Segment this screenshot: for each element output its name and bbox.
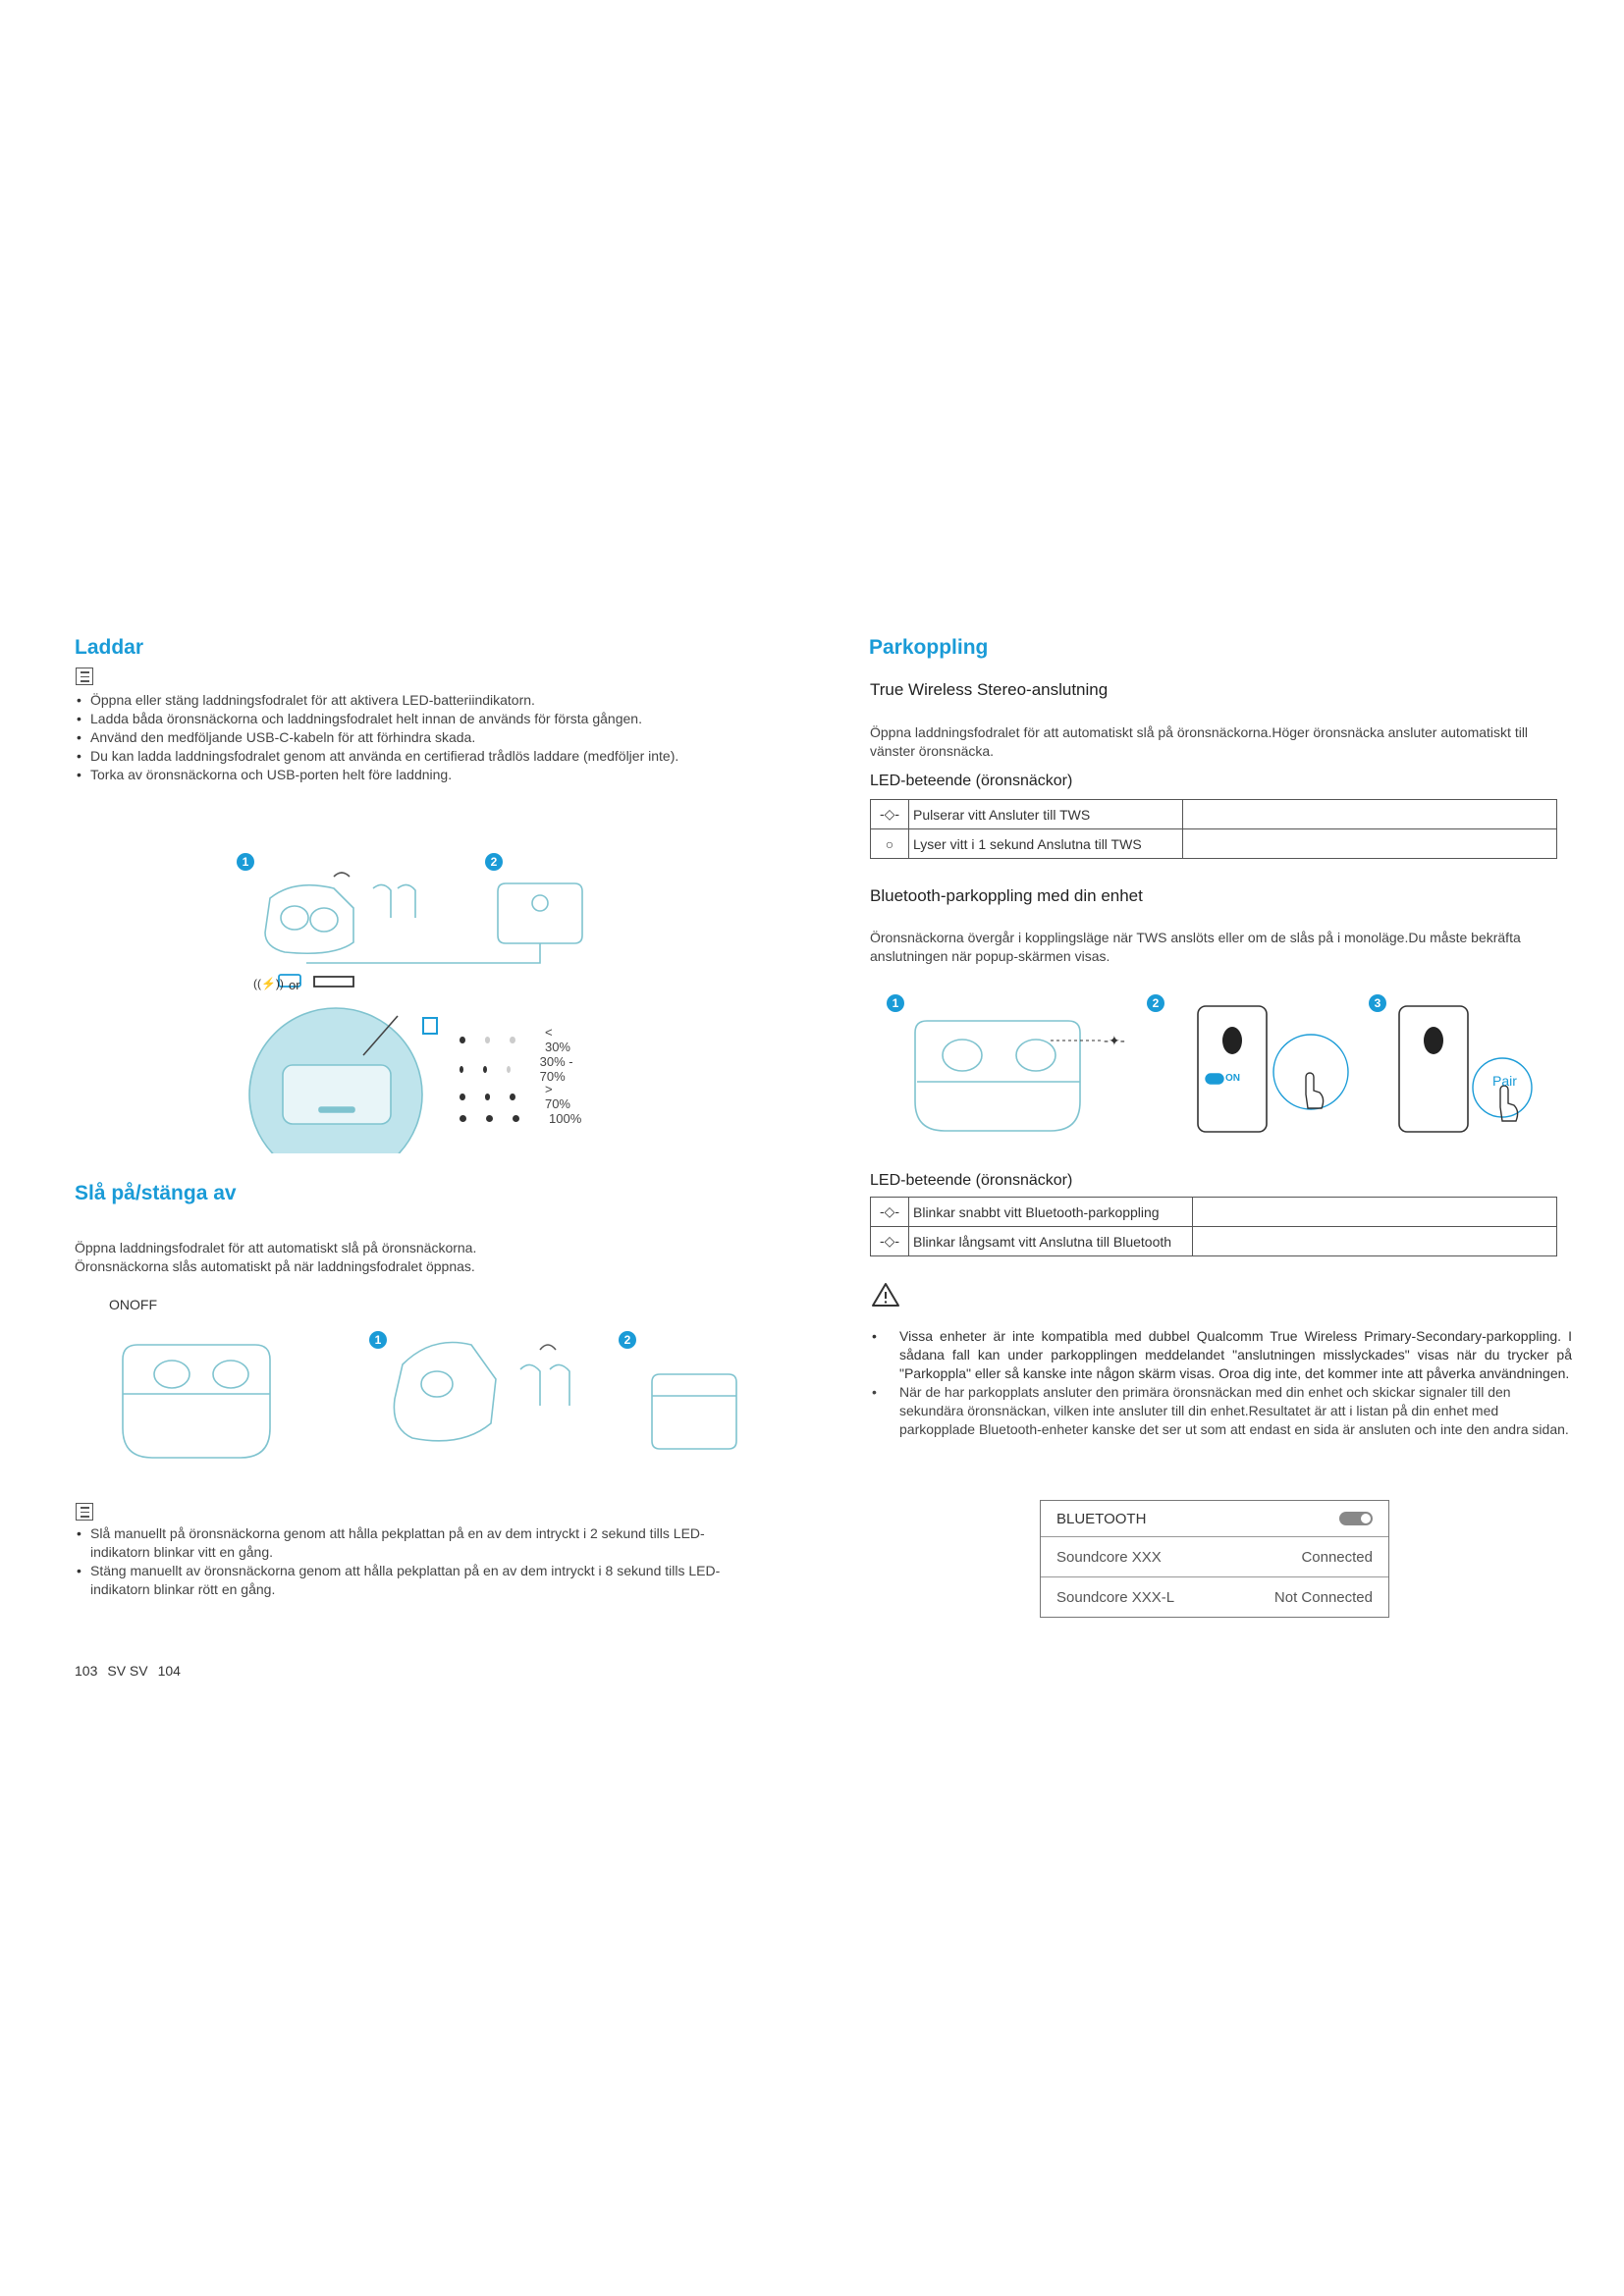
onoff-illustration (118, 1325, 746, 1482)
level-label: < 30% (544, 1025, 570, 1054)
flash-icon: -◇- (871, 1227, 909, 1256)
step-1-badge: 1 (237, 853, 254, 871)
pairing-title: Parkoppling (869, 636, 989, 659)
charging-bullets (75, 691, 742, 784)
pulse-icon: -◇- (871, 800, 909, 829)
power-text-line: Öppna laddningsfodralet för att automatiskt slå på öronsnäckorna. (75, 1240, 477, 1255)
led-table-1 (870, 799, 1557, 859)
level-row (460, 1025, 574, 1054)
table-row (871, 829, 1557, 859)
bt-text: Öronsnäckorna övergår i kopplingsläge när TWS anslöts eller om de slås på i monoläge.Du måste bekräfta anslutningen när popup-skärmen visas. (870, 930, 1521, 964)
list-item: • Du kan ladda laddningsfodralet genom att använda en certifierad trådlös laddare (medföljer inte). (75, 747, 742, 766)
step-2-badge: 2 (619, 1331, 636, 1349)
table-row (871, 1227, 1557, 1256)
table-cell: Lyser vitt i 1 sekund Anslutna till TWS (909, 829, 1183, 859)
table-cell: Blinkar långsamt vitt Anslutna till Bluetooth (909, 1227, 1193, 1256)
bluetooth-header (1041, 1501, 1388, 1536)
bt-title: Bluetooth-parkoppling med din enhet (870, 886, 1143, 905)
step-2-badge: 2 (485, 853, 503, 871)
list-item: • Torka av öronsnäckorna och USB-porten helt före laddning. (75, 766, 742, 784)
led-title-1: LED-beteende (öronsnäckor) (870, 773, 1073, 789)
step-1-badge: 1 (369, 1331, 387, 1349)
warning-bullets (870, 1327, 1572, 1439)
step-2-badge: 2 (1147, 994, 1164, 1012)
step-3-badge: 3 (1369, 994, 1386, 1012)
led-title-2: LED-beteende (öronsnäckor) (870, 1172, 1073, 1189)
table-cell: Pulserar vitt Ansluter till TWS (909, 800, 1183, 829)
level-row (460, 1111, 581, 1126)
power-title: Slå på/stänga av (75, 1182, 237, 1204)
list-item: • Stäng manuellt av öronsnäckorna genom att hålla pekplattan på en av dem intryckt i 8 sekund tills LED-indikatorn blinkar rött en gång. (75, 1562, 762, 1599)
level-row (460, 1054, 574, 1084)
list-item: • Vissa enheter är inte kompatibla med dubbel Qualcomm True Wireless Primary-Secondary-parkoppling. I sådana fall kan under parkopplingen meddelandet "anslutningen misslyckades" visas när du trycker på "Parkoppla" eller så kanske inte någon skärm visas. Oroa dig inte, det kommer inte att påverka användningen. (872, 1328, 1572, 1381)
steady-light-icon: ○ (871, 829, 909, 859)
device-name: Soundcore XXX-L (1056, 1588, 1175, 1606)
pair-label: Pair (1492, 1073, 1517, 1089)
level-label: 30% - 70% (539, 1054, 573, 1084)
power-text-line: Öronsnäckorna slås automatiskt på när laddningsfodralet öppnas. (75, 1258, 475, 1274)
bluetooth-device-row[interactable] (1041, 1576, 1388, 1617)
or-label: or (289, 978, 300, 992)
table-cell: Blinkar snabbt vitt Bluetooth-parkoppling (909, 1198, 1193, 1227)
page-number-right: 104 (157, 1663, 181, 1679)
charging-title: Laddar (75, 636, 144, 659)
level-row (460, 1082, 574, 1111)
level-label: 100% (549, 1111, 582, 1126)
language-code: SV SV (107, 1663, 148, 1679)
level-label: > 70% (544, 1082, 570, 1111)
bluetooth-settings-panel (1040, 1500, 1389, 1618)
table-row (871, 1198, 1557, 1227)
note-icon (76, 667, 93, 685)
warning-text: Vissa enheter är inte kompatibla med dubbel Qualcomm True Wireless Primary-Secondary-parkoppling. I sådana fall kan under parkopplingen meddelandet "anslutningen misslyckades" visas när du trycker på "Parkoppla" eller så kanske inte någon skärm visas. Oroa dig inte, det kommer inte att påverka användningen. (899, 1328, 1572, 1381)
led-table-2 (870, 1197, 1557, 1256)
tws-text: Öppna laddningsfodralet för att automatiskt slå på öronsnäckorna.Höger öronsnäcka ansluter automatiskt till vänster öronsnäcka. (870, 724, 1529, 759)
bluetooth-device-row[interactable] (1041, 1536, 1388, 1576)
step-1-badge: 1 (887, 994, 904, 1012)
warning-icon (871, 1281, 900, 1308)
device-name: Soundcore XXX (1056, 1548, 1162, 1566)
power-bullets (75, 1524, 762, 1599)
bluetooth-toggle[interactable] (1339, 1512, 1373, 1525)
tws-title: True Wireless Stereo-anslutning (870, 680, 1109, 699)
case-icon (422, 1017, 438, 1035)
page-number-left: 103 (75, 1663, 98, 1679)
list-item: • Öppna eller stäng laddningsfodralet för att aktivera LED-batteriindikatorn. (75, 691, 742, 710)
page-footer (75, 1663, 181, 1679)
list-item: • Använd den medföljande USB-C-kabeln för att förhindra skada. (75, 728, 742, 747)
list-item: • Slå manuellt på öronsnäckorna genom att hålla pekplattan på en av dem intryckt i 2 sekund tills LED-indikatorn blinkar vitt en gång. (75, 1524, 762, 1562)
svg-text:((⚡)): ((⚡)) (253, 977, 284, 990)
flash-icon: -◇- (871, 1198, 909, 1227)
bluetooth-header-label: BLUETOOTH (1056, 1510, 1147, 1527)
device-status: Not Connected (1273, 1588, 1373, 1606)
list-item: • Ladda båda öronsnäckorna och laddningsfodralet helt innan de används för första gången. (75, 710, 742, 728)
table-row (871, 800, 1557, 829)
warning-text: När de har parkopplats ansluter den primära öronsnäckan med din enhet och skickar signaler till den sekundära öronsnäckan, vilken inte ansluter till din enhet.Resultatet är att i listan på din enhet med parkopplade Bluetooth-enheter kanske det ser ut som att endast en sida är ansluten och inte den andra sidan. (899, 1384, 1569, 1437)
list-item: • När de har parkopplats ansluter den primära öronsnäckan med din enhet och skickar signaler till den sekundära öronsnäckan, vilken inte ansluter till din enhet.Resultatet är att i listan på din enhet med parkopplade Bluetooth-enheter kanske det ser ut som att endast en sida är ansluten och inte den andra sidan. (872, 1384, 1569, 1437)
device-status: Connected (1301, 1548, 1373, 1566)
svg-text:-✦-: -✦- (1104, 1034, 1125, 1049)
power-text (75, 1239, 723, 1276)
on-label: ON (1225, 1073, 1240, 1084)
onoff-label: ONOFF (109, 1297, 157, 1312)
note-icon (76, 1503, 93, 1521)
